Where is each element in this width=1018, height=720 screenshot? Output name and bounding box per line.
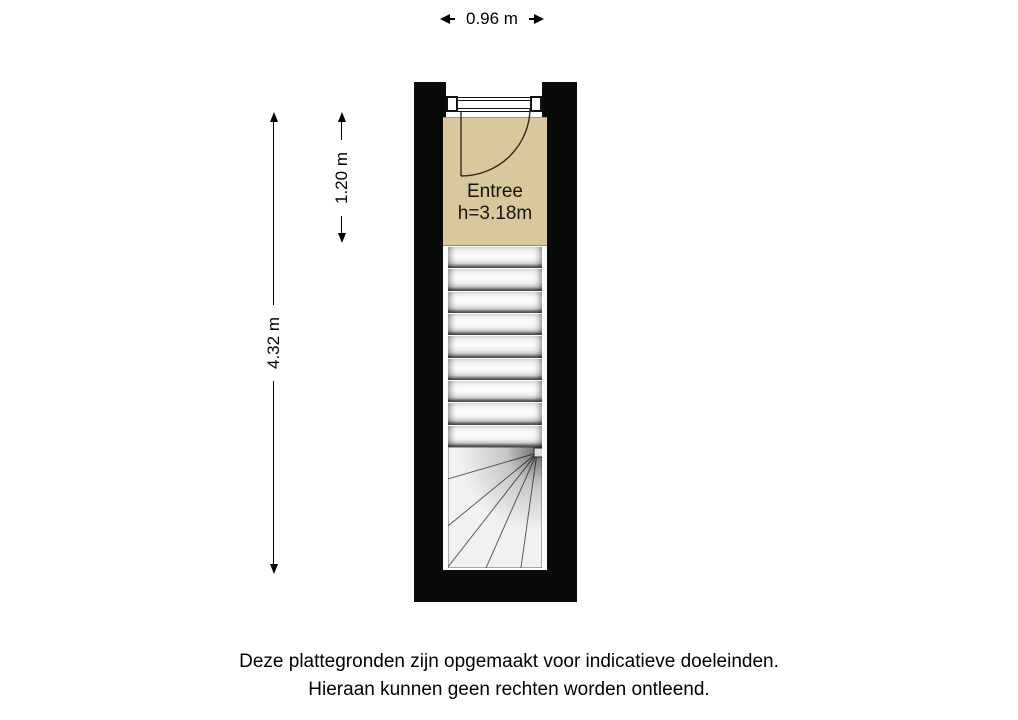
disclaimer-line-2: Hieraan kunnen geen rechten worden ontleend. — [308, 679, 710, 700]
width-dimension — [440, 8, 544, 30]
straight-stairs — [448, 246, 542, 447]
winder-stairs — [448, 447, 542, 568]
entree-depth-dimension — [332, 112, 351, 243]
stair-newel-post — [534, 448, 542, 457]
arrow-up-icon — [270, 112, 278, 122]
interior-height-label: 4.32 m — [264, 305, 284, 381]
arrow-down-icon — [338, 233, 346, 243]
arrow-left-icon — [440, 14, 455, 24]
stair-tread — [448, 291, 542, 313]
entree-depth-label: 1.20 m — [332, 140, 352, 216]
stair-tread — [448, 402, 542, 424]
arrow-right-icon — [529, 14, 544, 24]
stair-tread — [448, 268, 542, 290]
room-label-block — [443, 181, 547, 225]
stair-tread — [448, 358, 542, 380]
stair-tread — [448, 246, 542, 268]
disclaimer — [0, 648, 1018, 704]
ceiling-height-label: h=3.18m — [457, 203, 533, 224]
room-name-label: Entree — [467, 181, 523, 202]
floor-plan — [414, 82, 577, 602]
interior-height-dimension — [264, 112, 283, 574]
disclaimer-line-1: Deze plattegronden zijn opgemaakt voor indicatieve doeleinden. — [239, 651, 779, 672]
stair-tread — [448, 425, 542, 447]
arrow-down-icon — [270, 564, 278, 574]
stair-tread — [448, 380, 542, 402]
stair-tread — [448, 313, 542, 335]
arrow-up-icon — [338, 112, 346, 122]
width-dimension-label: 0.96 m — [466, 9, 518, 28]
stair-tread — [448, 335, 542, 357]
entrance-door-icon — [443, 108, 547, 184]
